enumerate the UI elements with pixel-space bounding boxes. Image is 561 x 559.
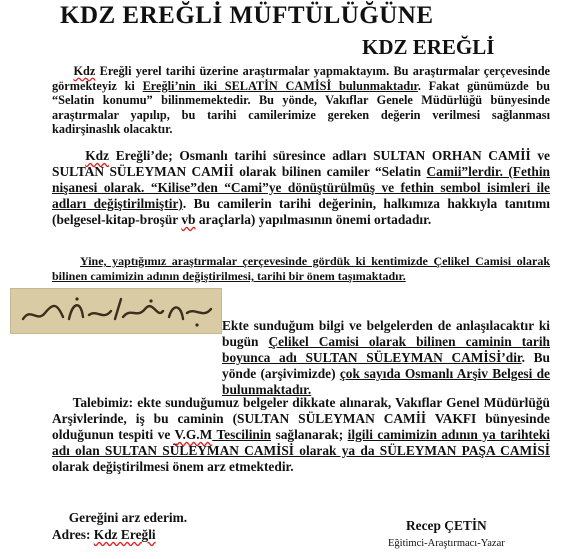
p4-a: Ekte sunduğum bilgi ve belgelerden de anlaşılacaktır ki bugün <box>222 318 550 349</box>
p2-a: Kdz <box>85 148 110 163</box>
p4-c: . Bu yönde (arşivimizde) <box>222 350 550 381</box>
address-label: Adres: <box>52 527 94 542</box>
ottoman-script-icon <box>11 289 221 333</box>
p2-d: . Bu camilerin tarihi değerinin, halkımıza hakkıyla tanıtımı (belgesel-kitap-broşür <box>52 196 550 227</box>
author-name: Recep ÇETİN <box>406 518 487 533</box>
p5-a: Talebimiz: ekte sunduğumuz belgeler dikkate alınarak, Vakıflar Genel Müdürlüğü Arşivlerinde, iş bu caminin (SULTAN SÜLEYMAN CAMİİ VAKFI bünyesinde olduğunun tespiti ve <box>52 395 550 442</box>
author-role: Eğitimci-Araştırmacı-Yazar <box>388 538 505 549</box>
paragraph-4 <box>222 318 550 398</box>
p2-b: Ereğli’de; Osmanlı tarihi süresince adları SULTAN ORHAN CAMİİ ve SULTAN SÜLEYMAN CAMİİ olarak bilinen camiler “Selatin <box>52 148 550 179</box>
paragraph-5 <box>52 395 550 475</box>
ottoman-script-document-image <box>10 288 222 334</box>
closing-text: Gereğini arz ederim. <box>68 510 188 525</box>
p1-a: Kdz <box>73 64 96 78</box>
p1-b: Ereğli yerel tarihi üzerine araştırmalar yapmaktayım. Bu araştırmalar çerçevesinde görmekteyiz ki <box>52 64 550 93</box>
document-title: KDZ EREĞLİ MÜFTÜLÜĞÜNE <box>60 2 434 29</box>
p5-c: Tescilinin <box>212 427 272 442</box>
p2-e: vb <box>181 212 196 227</box>
paragraph-2 <box>52 148 550 228</box>
p5-e: ilgili camimizin adının ya tarihteki adı olan SULTAN SÜLEYMAN CAMİSİ olarak ya da SÜLEYMAN PAŞA CAMİSİ <box>52 427 550 458</box>
p1-d: . Fakat günümüzde bu “Selatin konumu” bilinmemektedir. Bu yönde, Vakıflar Genele Müdürlüğü bünyesinde araştırmalar yapılıp, bu tarihi camilerimize gereken değerin verilmesi sağlanması kadirşinaslık olacaktır. <box>52 78 550 137</box>
p1-c: Ereğli’nin iki SELATİN CAMİSİ bulunmaktadır <box>142 78 418 93</box>
paragraph-1 <box>52 64 550 137</box>
p5-d: sağlanarak; <box>271 427 348 442</box>
document-subtitle: KDZ EREĞLİ <box>362 35 495 59</box>
p3-a: Yine, yaptığımız araştırmalar çerçevesinde gördük ki kentimizde Çelikel Camisi olarak bilinen camimizin adının değiştirilmesi, tarihi bir önem taşımaktadır. <box>52 254 551 283</box>
p2-c: Camii”lerdir. (Fethin nişanesi olarak. “Kilise”den “Cami”ye dönüştürülmüş ve fethin sembol isimleri ile adları değiştirilmiştir) <box>52 164 550 211</box>
p2-f: araçlarla) yapılmasının önemi ortadadır. <box>195 212 432 227</box>
address <box>52 527 156 543</box>
p4-b: Çelikel Camisi olarak bilinen caminin tarih boyunca adı SULTAN SÜLEYMAN CAMİSİ’dir <box>222 334 550 365</box>
paragraph-3 <box>52 254 550 284</box>
address-value: Kdz Ereğli <box>93 527 156 542</box>
p5-f: olarak değiştirilmesi önem arz etmektedir. <box>52 459 294 474</box>
p4-d: çok sayıda Osmanlı Arşiv Belgesi de bulunmaktadır. <box>222 366 550 397</box>
p5-b: V.G.M <box>174 427 213 442</box>
